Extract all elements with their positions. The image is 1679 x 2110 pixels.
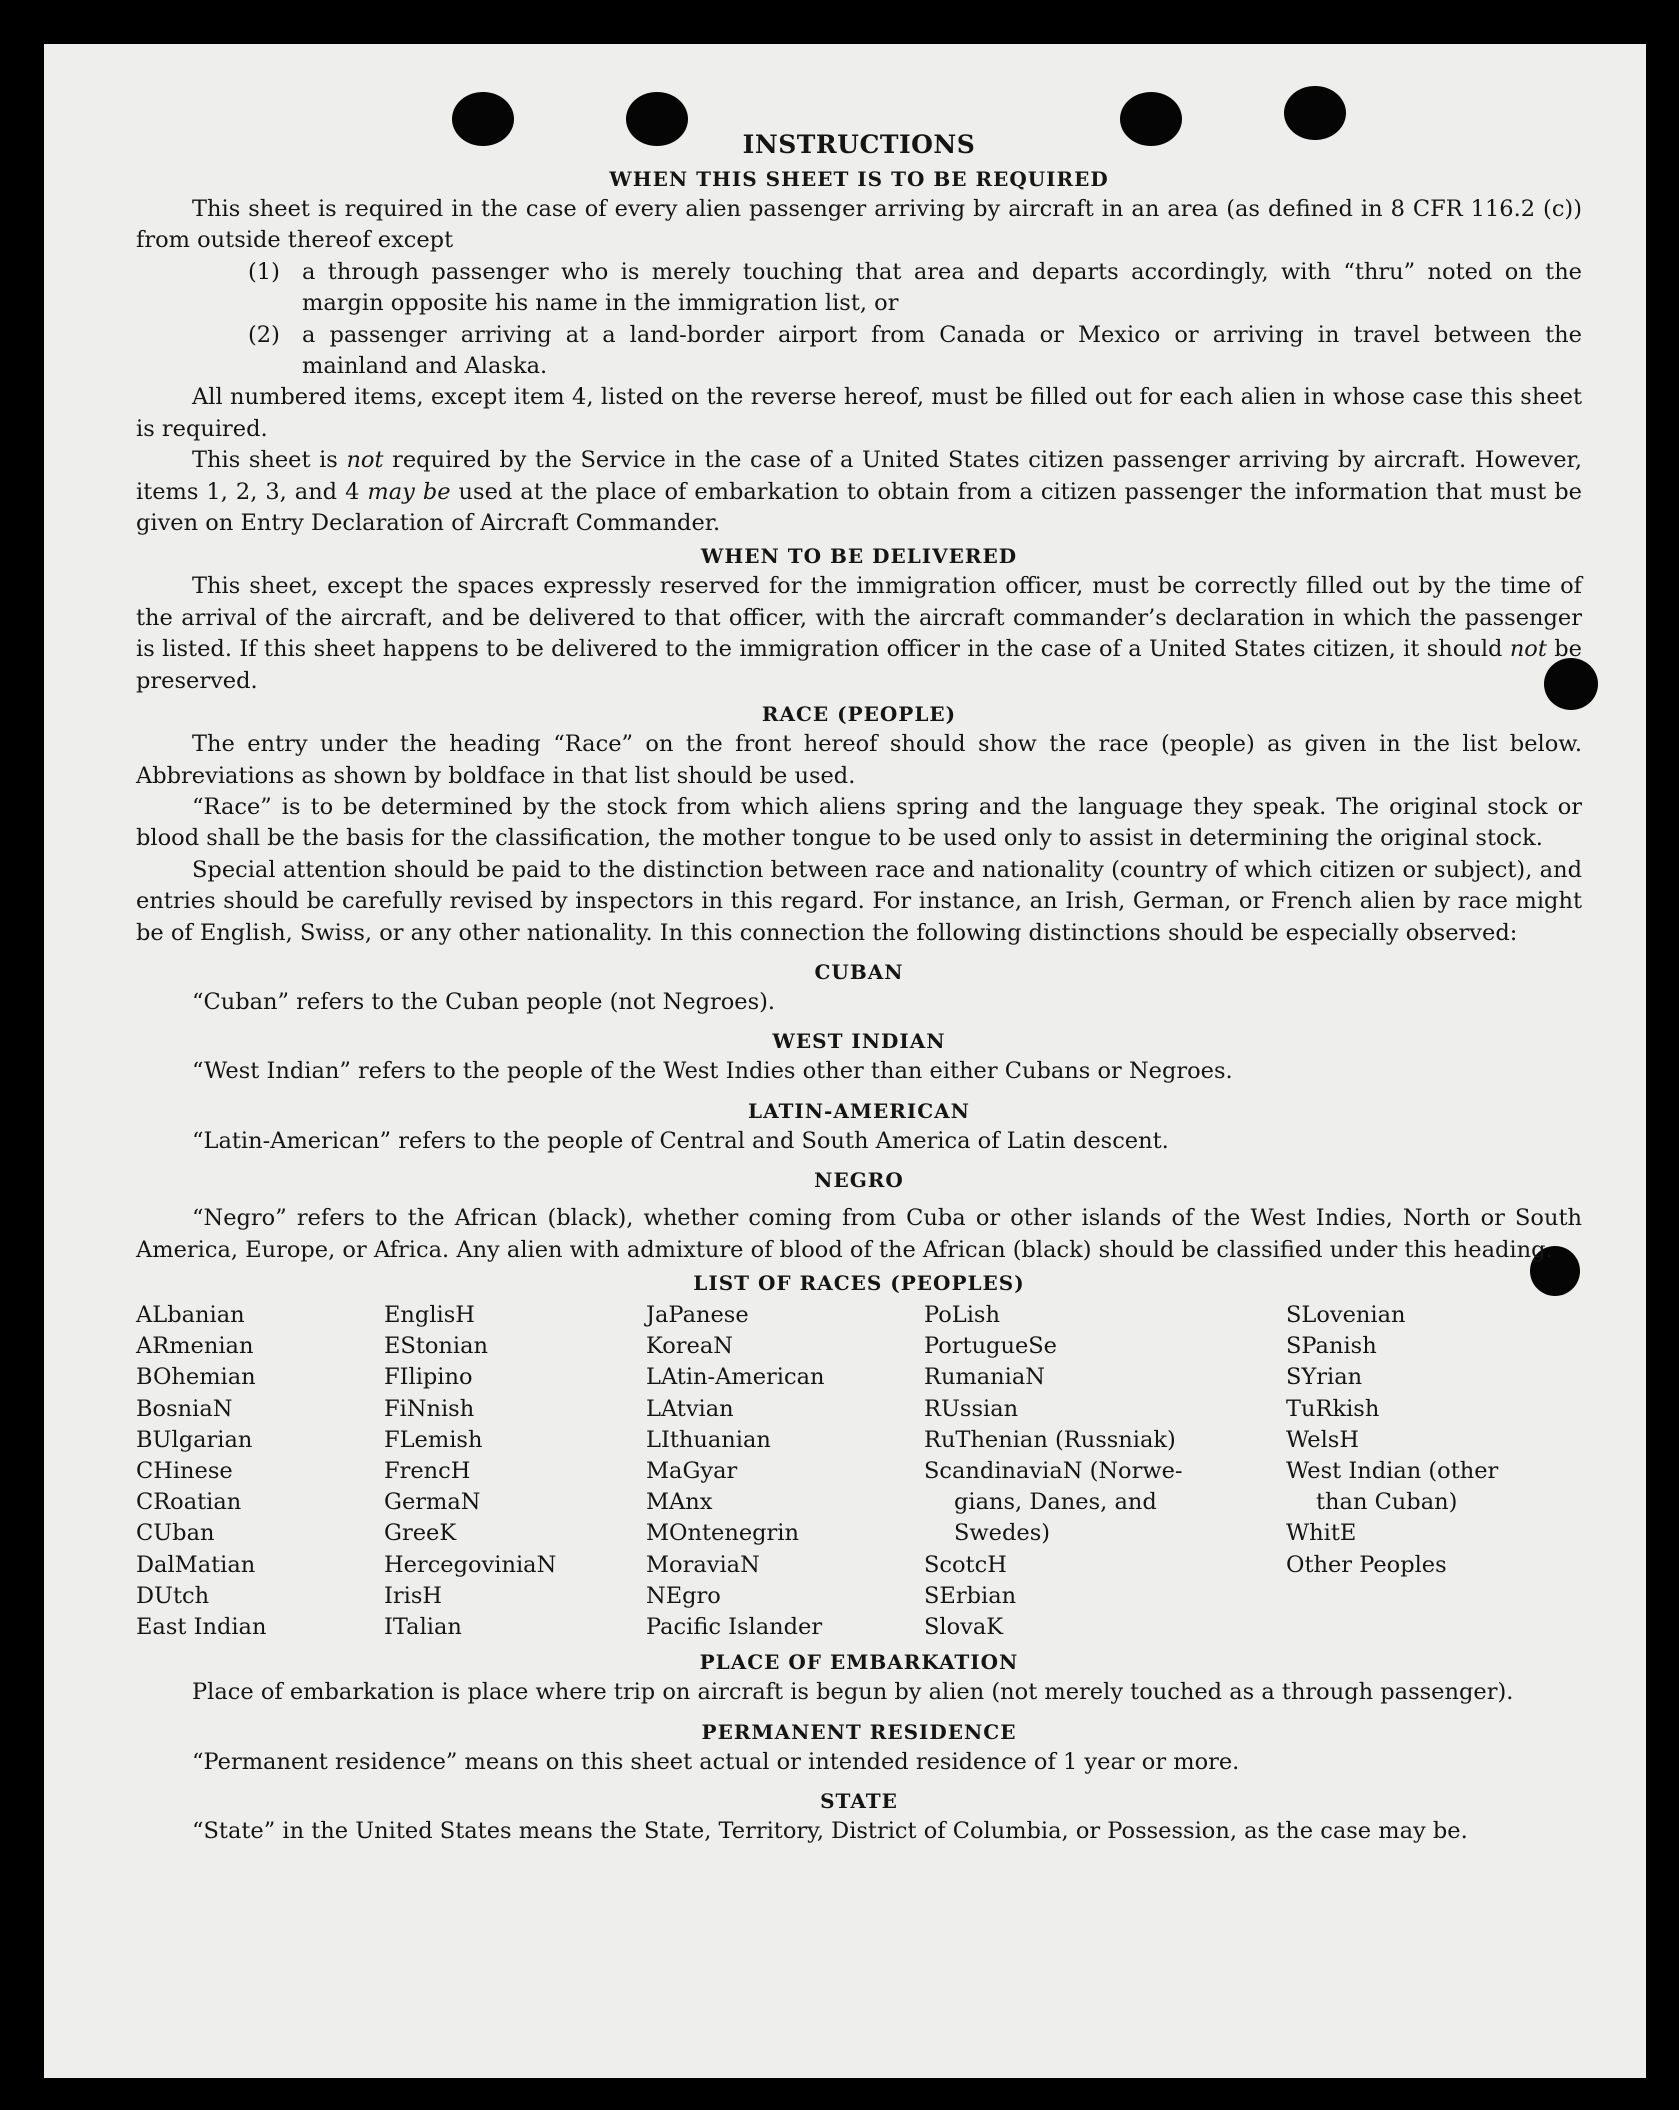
section-heading-embarkation: PLACE OF EMBARKATION bbox=[699, 1650, 1019, 1675]
residence-definition: “Permanent residence” means on this sheet actual or intended residence of 1 year or more. bbox=[192, 1748, 1240, 1775]
race-entry: NEgro bbox=[646, 1582, 721, 1609]
exception-item bbox=[136, 257, 1582, 320]
race-paragraph: “Race” is to be determined by the stock from which aliens spring and the language they speak. The original stock or blood shall be the basis for the classification, the mother tongue to be used only to assist in determining the original stock. bbox=[136, 793, 1582, 852]
section-heading-negro: NEGRO bbox=[814, 1168, 904, 1193]
race-entry: SlovaK bbox=[924, 1614, 1004, 1640]
race-entry: DUtch bbox=[136, 1582, 210, 1609]
race-column bbox=[646, 1300, 924, 1643]
race-entry: SLovenian bbox=[1286, 1301, 1406, 1328]
race-entry: West Indian (other bbox=[1286, 1457, 1499, 1484]
race-entry: DalMatian bbox=[136, 1551, 256, 1578]
race-entry: FLemish bbox=[384, 1426, 483, 1453]
section-heading-west-indian: WEST INDIAN bbox=[772, 1029, 946, 1054]
race-entry: BUlgarian bbox=[136, 1426, 253, 1453]
race-entry: ARmenian bbox=[136, 1333, 254, 1360]
emphasis-text: not bbox=[346, 447, 384, 474]
race-entry: MaGyar bbox=[646, 1457, 738, 1484]
section-heading-cuban: CUBAN bbox=[814, 959, 904, 984]
text-run: be preserved. bbox=[136, 636, 1583, 694]
race-entry: WelsH bbox=[1286, 1426, 1359, 1453]
item-text: a passenger arriving at a land-border airport from Canada or Mexico or arriving in travel between the mainland and Alaska. bbox=[302, 321, 1582, 380]
race-entry: SErbian bbox=[924, 1582, 1017, 1609]
race-entry: WhitE bbox=[1286, 1520, 1357, 1547]
race-entry: SPanish bbox=[1286, 1333, 1377, 1360]
race-entry: FiNnish bbox=[384, 1395, 475, 1422]
race-entry: PortugueSe bbox=[924, 1333, 1058, 1360]
text-run: required by the Service in the case of a United States citizen passenger arriving by aircraft. However, items 1, 2, 3, and 4 bbox=[136, 447, 1582, 505]
race-entry: KoreaN bbox=[646, 1333, 733, 1360]
cuban-definition: “Cuban” refers to the Cuban people (not Negroes). bbox=[192, 988, 776, 1015]
text-run: This sheet, except the spaces expressly reserved for the immigration officer, must be correctly filled out by the time of the arrival of the aircraft, and be delivered to that officer, with the aircraft commander’s declaration in which the passenger is listed. If this sheet happens to be delivered to the immigration officer in the case of a United States citizen, it should bbox=[136, 573, 1582, 663]
section-heading-residence: PERMANENT RESIDENCE bbox=[701, 1719, 1017, 1744]
section-heading-races: LIST OF RACES (PEOPLES) bbox=[693, 1270, 1025, 1295]
section-heading-race: RACE (PEOPLE) bbox=[761, 702, 957, 727]
race-entry: RuThenian (Russniak) bbox=[924, 1426, 1176, 1453]
citizen-paragraph bbox=[136, 445, 1582, 539]
embarkation-definition: Place of embarkation is place where trip on aircraft is begun by alien (not merely touched as a through passenger). bbox=[192, 1679, 1514, 1706]
required-intro: This sheet is required in the case of every alien passenger arriving by aircraft in an area (as defined in 8 CFR 116.2 (c)) from outside thereof except bbox=[136, 196, 1582, 254]
race-entry: EStonian bbox=[384, 1333, 489, 1360]
race-entry: Other Peoples bbox=[1286, 1551, 1447, 1578]
west-indian-definition: “West Indian” refers to the people of the West Indies other than either Cubans or Negroes. bbox=[192, 1058, 1233, 1085]
race-entry: LAtin-American bbox=[646, 1364, 825, 1391]
race-entry: JaPanese bbox=[646, 1301, 749, 1328]
race-list bbox=[136, 1300, 1582, 1643]
race-entry: IrisH bbox=[384, 1582, 443, 1609]
race-entry: HercegoviniaN bbox=[384, 1551, 557, 1578]
section-heading-delivered: WHEN TO BE DELIVERED bbox=[700, 544, 1018, 569]
race-entry: PoLish bbox=[924, 1301, 1000, 1328]
race-entry: TuRkish bbox=[1286, 1395, 1380, 1422]
race-entry: BosniaN bbox=[136, 1395, 233, 1422]
state-definition: “State” in the United States means the State, Territory, District of Columbia, or Possession, as the case may be. bbox=[192, 1818, 1468, 1845]
item-number: (2) bbox=[248, 321, 280, 348]
race-entry: MoraviaN bbox=[646, 1551, 760, 1578]
text-run: This sheet is bbox=[192, 447, 347, 474]
race-entry: ITalian bbox=[384, 1614, 462, 1640]
item-text: a through passenger who is merely touching that area and departs accordingly, with “thru” noted on the margin opposite his name in the immigration list, or bbox=[302, 258, 1582, 317]
race-entry: than Cuban) bbox=[1316, 1489, 1458, 1516]
race-paragraph: The entry under the heading “Race” on the front hereof should show the race (people) as given in the list below. Abbreviations as shown by boldface in that list should be used. bbox=[136, 731, 1582, 789]
emphasis-text: may be bbox=[367, 478, 451, 505]
race-entry: BOhemian bbox=[136, 1364, 256, 1391]
document-page bbox=[44, 44, 1646, 2078]
race-column bbox=[1286, 1300, 1582, 1643]
race-entry: MOntenegrin bbox=[646, 1520, 799, 1547]
race-entry: GermaN bbox=[384, 1489, 481, 1516]
race-column bbox=[136, 1300, 384, 1643]
race-entry: gians, Danes, and bbox=[954, 1489, 1157, 1516]
race-entry: CHinese bbox=[136, 1457, 233, 1484]
race-entry: EnglisH bbox=[384, 1301, 475, 1328]
race-entry: FIlipino bbox=[384, 1364, 473, 1391]
section-heading-latin-american: LATIN-AMERICAN bbox=[748, 1098, 970, 1123]
required-paragraph: All numbered items, except item 4, listed on the reverse hereof, must be filled out for each alien in whose case this sheet is required. bbox=[136, 384, 1582, 442]
race-entry: CUban bbox=[136, 1520, 215, 1547]
race-entry: LIthuanian bbox=[646, 1426, 771, 1453]
delivered-paragraph bbox=[136, 571, 1582, 697]
race-entry: East Indian bbox=[136, 1614, 267, 1640]
race-entry: LAtvian bbox=[646, 1395, 734, 1422]
race-column bbox=[924, 1300, 1286, 1643]
race-entry: Pacific Islander bbox=[646, 1614, 823, 1640]
race-entry: SYrian bbox=[1286, 1364, 1363, 1391]
page-title: INSTRUCTIONS bbox=[742, 130, 976, 159]
item-number: (1) bbox=[248, 258, 280, 285]
latin-american-definition: “Latin-American” refers to the people of Central and South America of Latin descent. bbox=[192, 1127, 1169, 1154]
race-column bbox=[384, 1300, 646, 1643]
race-entry: RUssian bbox=[924, 1395, 1019, 1422]
negro-definition: “Negro” refers to the African (black), whether coming from Cuba or other islands of the West Indies, North or South America, Europe, or Africa. Any alien with admixture of blood of the African (black) should be classified under this heading. bbox=[136, 1205, 1582, 1263]
race-entry: ScotcH bbox=[924, 1551, 1007, 1578]
race-entry: CRoatian bbox=[136, 1489, 242, 1516]
race-entry: MAnx bbox=[646, 1489, 713, 1516]
section-heading-state: STATE bbox=[820, 1789, 898, 1814]
race-entry: ALbanian bbox=[136, 1301, 245, 1328]
exception-item bbox=[136, 320, 1582, 383]
emphasis-text: not bbox=[1509, 636, 1547, 663]
race-entry: FrencH bbox=[384, 1457, 471, 1484]
instructions-body bbox=[136, 128, 1582, 1847]
race-entry: RumaniaN bbox=[924, 1364, 1045, 1391]
section-heading-required: WHEN THIS SHEET IS TO BE REQUIRED bbox=[609, 167, 1109, 191]
race-entry: GreeK bbox=[384, 1520, 457, 1547]
race-paragraph: Special attention should be paid to the distinction between race and nationality (country of which citizen or subject), and entries should be carefully revised by inspectors in this regard. For instance, an Irish, German, or French alien by race might be of English, Swiss, or any other nationality. In this connection the following distinctions should be especially observed: bbox=[136, 856, 1582, 946]
race-entry: Swedes) bbox=[954, 1520, 1051, 1547]
race-entry: ScandinaviaN (Norwe- bbox=[924, 1457, 1183, 1484]
text-run: used at the place of embarkation to obtain from a citizen passenger the information that must be given on Entry Declaration of Aircraft Commander. bbox=[136, 478, 1582, 537]
